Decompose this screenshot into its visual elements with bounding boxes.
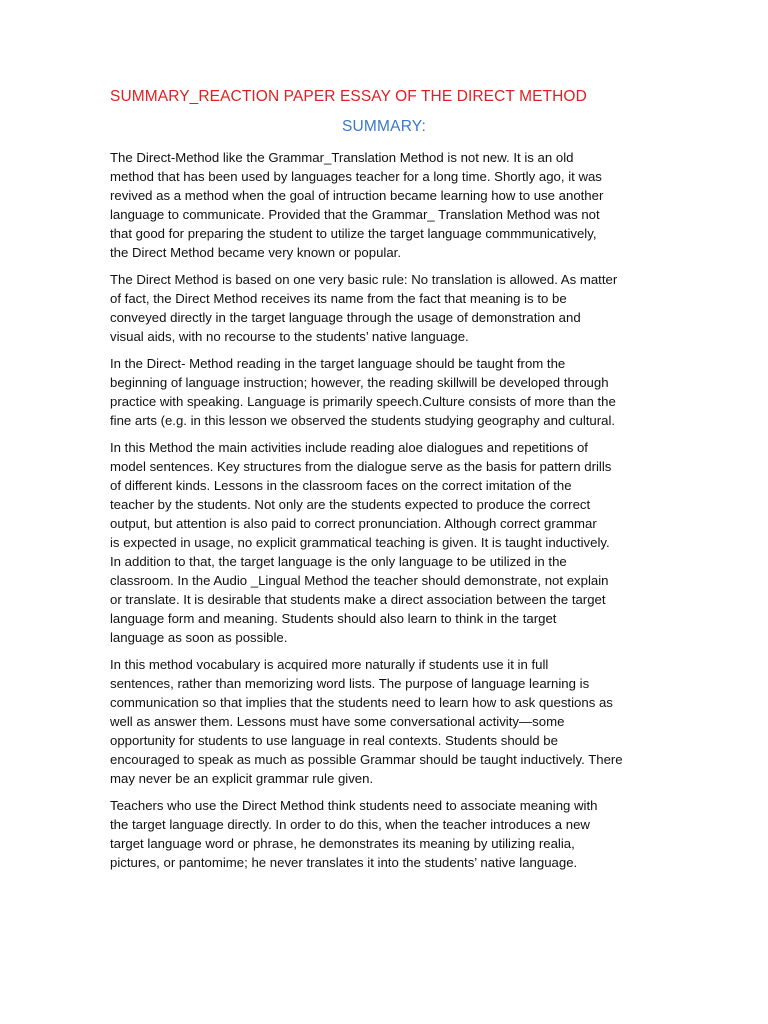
paragraph-5: In this method vocabulary is acquired more naturally if students use it in full sentences, rather than memorizing word lists. The purpose of language learning is communication so that implies that the students need to learn how to ask questions as well as answer them. Lessons must have some conversational activity—some opportunity for students to use language in real contexts. Students should be encouraged to speak as much as possible Grammar should be taught inductively. There may never be an explicit grammar rule given. bbox=[110, 657, 623, 786]
paragraph-3: In the Direct- Method reading in the target language should be taught from the beginning of language instruction; however, the reading skillwill be developed through practice with speaking. Language is primarily speech.Culture consists of more than the fine arts (e.g. in this lesson we observed the students studying geography and cultural. bbox=[110, 356, 616, 428]
document-body bbox=[110, 86, 658, 880]
paragraph-1: The Direct-Method like the Grammar_Translation Method is not new. It is an old method that has been used by languages teacher for a long time. Shortly ago, it was revived as a method when the goal of intruction became learning how to use another language to communicate. Provided that the Grammar_ Translation Method was not that good for preparing the student to utilize the target language commmunicatively, the Direct Method became very known or popular. bbox=[110, 150, 604, 260]
paragraph-4: In this Method the main activities include reading aloe dialogues and repetitions of model sentences. Key structures from the dialogue serve as the basis for pattern drills of different kinds. Lessons in the classroom faces on the correct imitation of the teacher by the students. Not only are the students expected to produce the correct output, but attention is also paid to correct pronunciation. Although correct grammar is expected in usage, no explicit grammatical teaching is given. It is taught inductively. In addition to that, the target language is the only language to be utilized in the classroom. In the Audio _Lingual Method the teacher should demonstrate, not explain or translate. It is desirable that students make a direct association between the target language form and meaning. Students should also learn to think in the target language as soon as possible. bbox=[110, 440, 612, 645]
paragraph-2: The Direct Method is based on one very basic rule: No translation is allowed. As matter of fact, the Direct Method receives its name from the fact that meaning is to be conveyed directly in the target language through the usage of demonstration and visual aids, with no recourse to the students’ native language. bbox=[110, 272, 618, 344]
section-heading-summary: SUMMARY: bbox=[342, 118, 426, 135]
document-title: SUMMARY_REACTION PAPER ESSAY OF THE DIRECT METHOD bbox=[110, 88, 587, 105]
paragraph-6: Teachers who use the Direct Method think students need to associate meaning with the target language directly. In order to do this, when the teacher introduces a new target language word or phrase, he demonstrates its meaning by utilizing realia, pictures, or pantomime; he never translates it into the students’ native language. bbox=[110, 798, 598, 870]
